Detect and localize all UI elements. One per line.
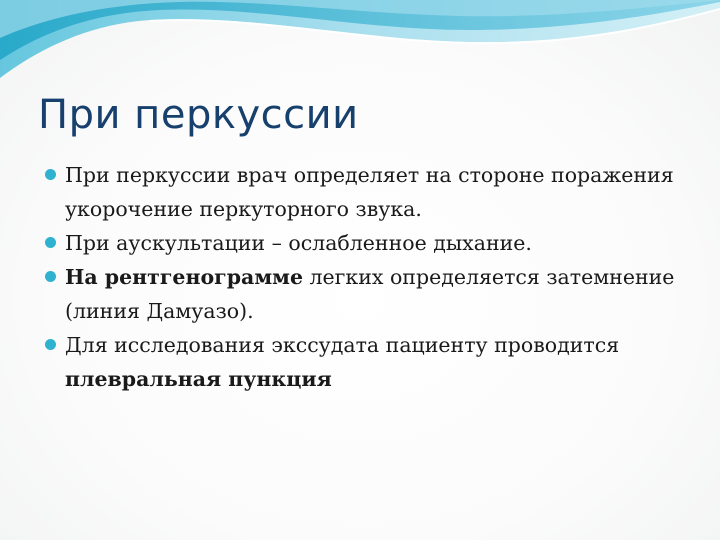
bullet-item [45,328,705,396]
bullet-bold-text: плевральная пункция [65,367,332,391]
slide-title: При перкуссии [38,92,359,138]
bullet-dot-icon [45,339,56,350]
bullet-item [45,158,705,226]
bullet-text: легких определяется затемнение (линия Дамуазо). [65,265,675,323]
bullet-list [45,158,705,396]
bullet-text: При аускультации – ослабленное дыхание. [65,231,532,255]
bullet-item [45,226,705,260]
bullet-dot-icon [45,237,56,248]
header-wave-decoration [0,0,720,90]
bullet-bold-text: На рентгенограмме [65,265,303,289]
bullet-dot-icon [45,271,56,282]
bullet-dot-icon [45,169,56,180]
bullet-text: При перкуссии врач определяет на стороне поражения укорочение перкуторного звука. [65,163,674,221]
bullet-text: Для исследования экссудата пациенту проводится [65,333,620,357]
bullet-item [45,260,705,328]
